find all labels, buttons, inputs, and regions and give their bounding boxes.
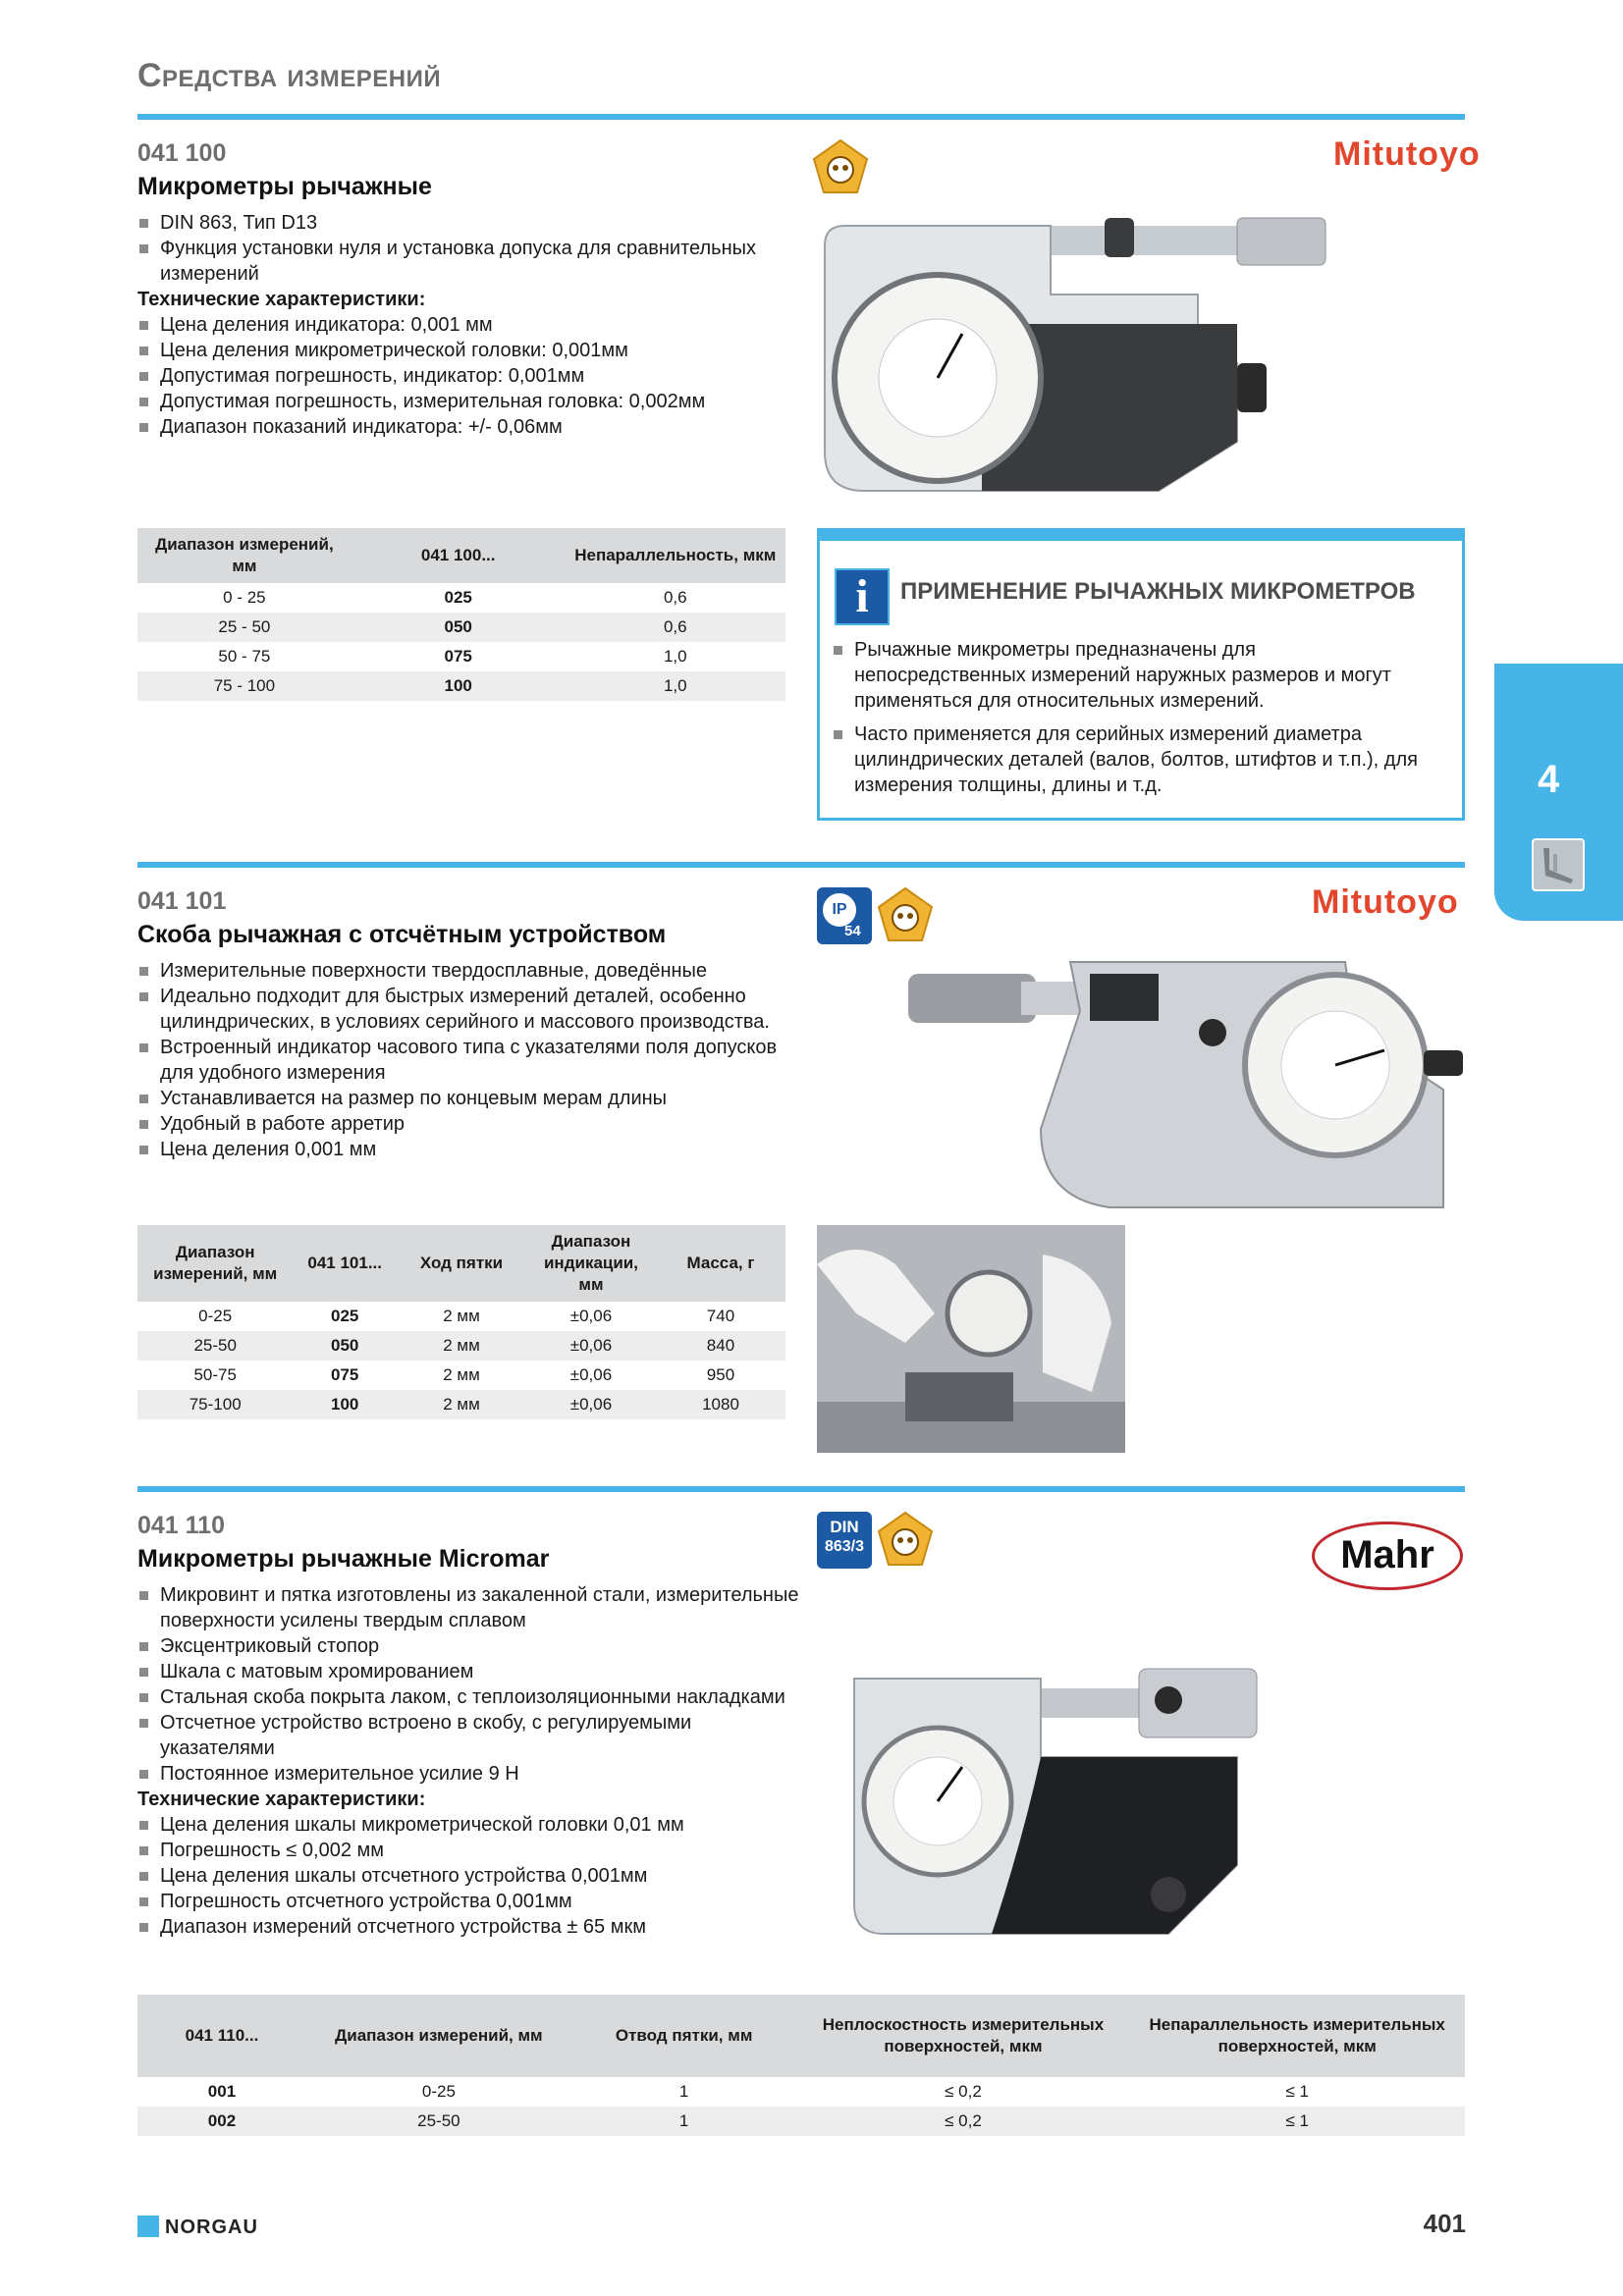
table-row <box>137 583 785 613</box>
feature-item: Идеально подходит для быстрых измерений деталей, особенно цилиндрических, в условиях серийного и массового производства. <box>137 984 805 1035</box>
table-cell: 050 <box>293 1331 397 1361</box>
tech-item: Цена деления индикатора: 0,001 мм <box>137 312 805 338</box>
info-box <box>817 528 1465 821</box>
tech-item: Диапазон измерений отсчетного устройства ± 65 мкм <box>137 1914 805 1940</box>
table-cell: 100 <box>352 671 566 701</box>
table-cell: 1080 <box>656 1390 785 1419</box>
table-cell: 1 <box>571 2107 797 2136</box>
certification-badge-icon <box>876 885 935 944</box>
table-cell: 100 <box>293 1390 397 1419</box>
table-header: 041 101... <box>293 1225 397 1302</box>
tech-item: Погрешность отсчетного устройства 0,001мм <box>137 1889 805 1914</box>
tech-item: Допустимая погрешность, измерительная головка: 0,002мм <box>137 389 805 414</box>
table-cell: ≤ 1 <box>1285 2082 1309 2101</box>
table-cell: 0,6 <box>663 588 687 607</box>
product-image <box>893 952 1483 1217</box>
table-cell: 025 <box>444 588 472 607</box>
section-rule <box>137 862 1465 868</box>
chapter-tab[interactable] <box>1494 664 1623 921</box>
table-header: Диапазон индикации, мм <box>526 1225 656 1302</box>
info-box-title: ПРИМЕНЕНИЕ РЫЧАЖНЫХ МИКРОМЕТРОВ <box>900 578 1416 605</box>
product-title: Микрометры рычажные Micromar <box>137 1545 550 1573</box>
feature-item: Отсчетное устройство встроено в скобу, с регулируемыми указателями <box>137 1710 805 1761</box>
table-cell: ±0,06 <box>569 1365 613 1384</box>
table-cell: 002 <box>137 2107 306 2136</box>
table-row <box>137 1331 785 1361</box>
header-rule <box>137 114 1465 120</box>
section-rule <box>137 1486 1465 1492</box>
table-cell: 025 <box>331 1307 359 1325</box>
spec-table-2 <box>137 1225 785 1419</box>
feature-item: Микровинт и пятка изготовлены из закаленной стали, измерительные поверхности усилены твердым сплавом <box>137 1582 805 1633</box>
feature-item: Удобный в работе арретир <box>137 1111 805 1137</box>
product-title: Микрометры рычажные <box>137 173 432 200</box>
table-row <box>137 2077 1465 2107</box>
table-cell: 25 - 50 <box>137 613 352 642</box>
table-cell: 050 <box>352 613 566 642</box>
table-cell: 2 мм <box>397 1331 526 1361</box>
feature-item: Устанавливается на размер по концевым мерам длины <box>137 1086 805 1111</box>
info-item: Рычажные микрометры предназначены для непосредственных измерений наружных размеров и могут применяться для относительных измерений. <box>832 637 1431 714</box>
spec-table-1 <box>137 528 785 701</box>
footer-brand: NORGAU <box>165 2216 258 2238</box>
product-code: 041 101 <box>137 887 227 915</box>
feature-item: Функция установки нуля и установка допуска для сравнительных измерений <box>137 236 805 287</box>
table-header: 041 100... <box>352 528 566 583</box>
brand-logo: Mitutoyo <box>1312 883 1459 921</box>
table-cell: 950 <box>706 1365 735 1384</box>
table-cell: 075 <box>331 1365 359 1384</box>
table-header: Непараллельность, мкм <box>566 528 785 583</box>
table-header: Отвод пятки, мм <box>571 1995 797 2077</box>
table-header: Диапазон измерений, мм <box>137 528 352 583</box>
table-cell: ±0,06 <box>569 1307 613 1325</box>
feature-item: Цена деления 0,001 мм <box>137 1137 805 1162</box>
product-code: 041 110 <box>137 1512 225 1539</box>
table-cell: 001 <box>207 2082 237 2101</box>
table-cell: 0 - 25 <box>223 588 266 607</box>
product-image <box>844 1649 1394 1944</box>
product-title: Скоба рычажная с отсчётным устройством <box>137 921 667 948</box>
feature-item: Измерительные поверхности твердосплавные, доведённые <box>137 958 805 984</box>
table-row <box>137 1302 785 1331</box>
ip-rating-badge <box>817 887 872 944</box>
table-cell: 2 мм <box>443 1307 480 1325</box>
table-header: Диапазон измерений, мм <box>137 1225 293 1302</box>
table-cell: 840 <box>656 1331 785 1361</box>
tech-item: Диапазон показаний индикатора: +/- 0,06мм <box>137 414 805 440</box>
table-header: Диапазон измерений, мм <box>306 1995 571 2077</box>
table-header: Ход пятки <box>397 1225 526 1302</box>
table-cell: 2 мм <box>443 1365 480 1384</box>
feature-item: Встроенный индикатор часового типа с указателями поля допусков для удобного измерения <box>137 1035 805 1086</box>
tech-item: Погрешность ≤ 0,002 мм <box>137 1838 805 1863</box>
tech-heading: Технические характеристики: <box>137 1789 426 1810</box>
table-cell: 75 - 100 <box>137 671 352 701</box>
table-cell: ±0,06 <box>526 1331 656 1361</box>
product-description <box>137 210 805 440</box>
table-row <box>137 671 785 701</box>
din-badge <box>817 1512 872 1569</box>
table-row <box>137 1390 785 1419</box>
product-code: 041 100 <box>137 139 227 167</box>
tech-item: Допустимая погрешность, индикатор: 0,001мм <box>137 363 805 389</box>
table-row <box>137 642 785 671</box>
brand-logo: Mitutoyo <box>1333 135 1481 173</box>
din-badge-line2: 863/3 <box>824 1538 865 1555</box>
spec-table-3 <box>137 1995 1465 2136</box>
brand-logo: Mahr <box>1312 1522 1463 1590</box>
tech-item: Цена деления шкалы микрометрической головки 0,01 мм <box>137 1812 805 1838</box>
chapter-number: 4 <box>1538 758 1560 801</box>
table-cell: ≤ 1 <box>1129 2107 1465 2136</box>
feature-item: Эксцентриковый стопор <box>137 1633 805 1659</box>
feature-item: Стальная скоба покрыта лаком, с теплоизоляционными накладками <box>137 1684 805 1710</box>
table-cell: 075 <box>444 647 472 666</box>
tech-heading: Технические характеристики: <box>137 289 426 310</box>
din-badge-line1: DIN <box>830 1518 859 1536</box>
table-cell: 2 мм <box>397 1390 526 1419</box>
table-cell: 50 - 75 <box>218 647 271 666</box>
table-row <box>137 613 785 642</box>
page-number: 401 <box>1423 2209 1466 2238</box>
table-row <box>137 2107 1465 2136</box>
certification-badge-icon <box>811 137 870 196</box>
ip-badge-bottom: 54 <box>844 923 861 939</box>
table-header: Непараллельность измерительных поверхностей, мкм <box>1129 1995 1465 2077</box>
table-row <box>137 1361 785 1390</box>
table-cell: 0-25 <box>421 2082 456 2101</box>
product-image <box>805 206 1492 520</box>
table-cell: 50-75 <box>193 1365 237 1384</box>
info-icon: i <box>835 568 890 625</box>
table-cell: 0-25 <box>198 1307 233 1325</box>
footer-logo-icon <box>137 2216 159 2237</box>
page-title: Средства измерений <box>137 57 442 94</box>
caliper-icon <box>1532 838 1585 891</box>
table-cell: 25-50 <box>137 1331 293 1361</box>
info-item: Часто применяется для серийных измерений диаметра цилиндрических деталей (валов, болтов, штифтов и т.п.), для измерения толщины, длины и т.д. <box>832 721 1431 798</box>
info-box-bar <box>820 531 1462 541</box>
usage-photo <box>817 1225 1125 1453</box>
table-cell: 740 <box>706 1307 735 1325</box>
tech-item: Цена деления шкалы отсчетного устройства 0,001мм <box>137 1863 805 1889</box>
certification-badge-icon <box>876 1510 935 1569</box>
table-cell: 0,6 <box>566 613 785 642</box>
table-header: 041 110... <box>137 1995 306 2077</box>
product-description <box>137 958 805 1162</box>
table-cell: 1,0 <box>566 671 785 701</box>
table-cell: ≤ 0,2 <box>945 2082 982 2101</box>
table-cell: 1 <box>678 2082 689 2101</box>
ip-badge-top: IP <box>823 893 856 927</box>
feature-item: Шкала с матовым хромированием <box>137 1659 805 1684</box>
table-cell: ≤ 0,2 <box>796 2107 1129 2136</box>
table-cell: 1,0 <box>663 647 687 666</box>
feature-item: DIN 863, Тип D13 <box>137 210 805 236</box>
table-header: Неплоскостность измерительных поверхностей, мкм <box>796 1995 1129 2077</box>
feature-item: Постоянное измерительное усилие 9 Н <box>137 1761 805 1787</box>
table-cell: 75-100 <box>137 1390 293 1419</box>
tech-item: Цена деления микрометрической головки: 0,001мм <box>137 338 805 363</box>
table-cell: 25-50 <box>306 2107 571 2136</box>
table-cell: ±0,06 <box>526 1390 656 1419</box>
table-header: Масса, г <box>656 1225 785 1302</box>
product-description <box>137 1582 805 1940</box>
